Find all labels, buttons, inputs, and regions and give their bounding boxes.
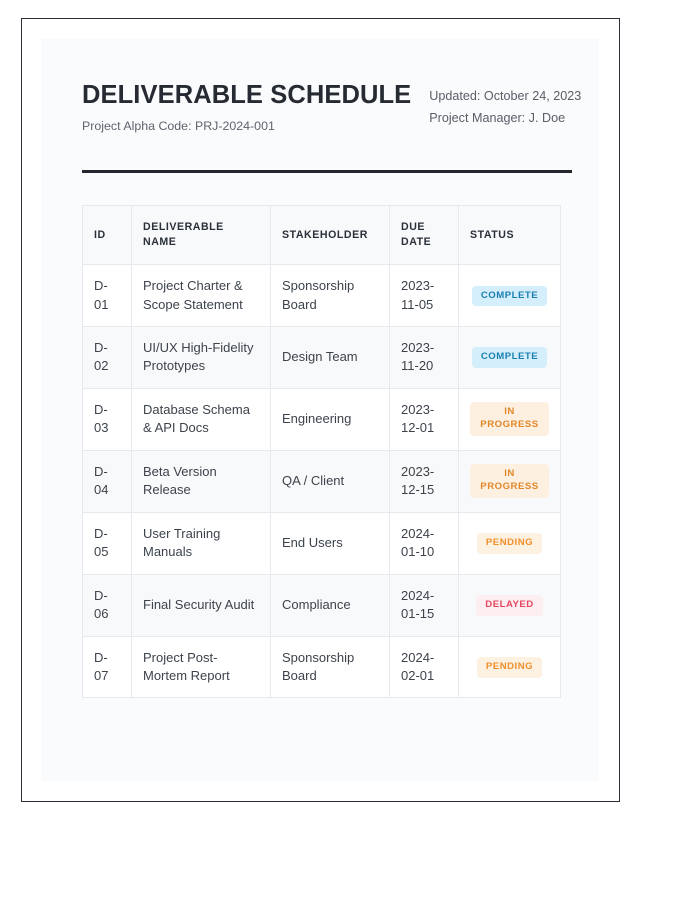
status-badge: PENDING bbox=[477, 657, 542, 678]
status-badge: DELAYED bbox=[476, 595, 542, 616]
cell-deliverable-id: D-06 bbox=[83, 574, 132, 636]
header-title-block bbox=[82, 81, 425, 133]
cell-deliverable-id: D-05 bbox=[83, 512, 132, 574]
cell-status bbox=[459, 636, 561, 698]
cell-due-date: 2024-01-10 bbox=[390, 512, 459, 574]
cell-deliverable-id: D-04 bbox=[83, 450, 132, 512]
column-header-status[interactable]: STATUS bbox=[459, 206, 561, 265]
cell-due-date: 2024-02-01 bbox=[390, 636, 459, 698]
column-header-due-date[interactable]: DUE DATE bbox=[390, 206, 459, 265]
project-code-subtitle: Project Alpha Code: PRJ-2024-001 bbox=[82, 118, 275, 133]
cell-stakeholder: Engineering bbox=[271, 388, 390, 450]
table-body bbox=[83, 265, 561, 698]
cell-deliverable-name: UI/UX High-Fidelity Prototypes bbox=[132, 326, 271, 388]
table-row[interactable] bbox=[83, 388, 561, 450]
table-header-row bbox=[83, 206, 561, 265]
cell-deliverable-name: Project Post-Mortem Report bbox=[132, 636, 271, 698]
cell-deliverable-name: Project Charter & Scope Statement bbox=[132, 265, 271, 327]
cell-due-date: 2023-11-05 bbox=[390, 265, 459, 327]
cell-stakeholder: QA / Client bbox=[271, 450, 390, 512]
header-meta-block bbox=[425, 81, 581, 129]
cell-deliverable-name: Beta Version Release bbox=[132, 450, 271, 512]
cell-deliverable-name: User Training Manuals bbox=[132, 512, 271, 574]
cell-deliverable-id: D-07 bbox=[83, 636, 132, 698]
cell-due-date: 2024-01-15 bbox=[390, 574, 459, 636]
updated-date: Updated: October 24, 2023 bbox=[429, 89, 582, 103]
cell-deliverable-id: D-03 bbox=[83, 388, 132, 450]
document-page-frame bbox=[21, 18, 620, 802]
table-row[interactable] bbox=[83, 574, 561, 636]
cell-status bbox=[459, 326, 561, 388]
cell-due-date: 2023-12-01 bbox=[390, 388, 459, 450]
cell-status bbox=[459, 388, 561, 450]
cell-status bbox=[459, 512, 561, 574]
table-header bbox=[83, 206, 561, 265]
cell-deliverable-name: Final Security Audit bbox=[132, 574, 271, 636]
project-manager: Project Manager: J. Doe bbox=[429, 110, 566, 125]
status-badge: COMPLETE bbox=[472, 286, 547, 307]
column-header-stakeholder[interactable]: STAKEHOLDER bbox=[271, 206, 390, 265]
table-row[interactable] bbox=[83, 326, 561, 388]
column-header-name[interactable]: DELIVERABLE NAME bbox=[132, 206, 271, 265]
page-title: DELIVERABLE SCHEDULE bbox=[82, 81, 412, 109]
column-header-id[interactable]: ID bbox=[83, 206, 132, 265]
cell-deliverable-id: D-01 bbox=[83, 265, 132, 327]
cell-due-date: 2023-11-20 bbox=[390, 326, 459, 388]
cell-stakeholder: Sponsorship Board bbox=[271, 636, 390, 698]
document-header bbox=[82, 81, 582, 133]
status-badge: PENDING bbox=[477, 533, 542, 554]
table-row[interactable] bbox=[83, 512, 561, 574]
cell-due-date: 2023-12-15 bbox=[390, 450, 459, 512]
cell-deliverable-name: Database Schema & API Docs bbox=[132, 388, 271, 450]
cell-stakeholder: Design Team bbox=[271, 326, 390, 388]
table-row[interactable] bbox=[83, 636, 561, 698]
deliverable-schedule-table bbox=[82, 205, 561, 698]
status-badge: COMPLETE bbox=[472, 347, 547, 368]
header-divider-rule bbox=[82, 170, 572, 173]
cell-status bbox=[459, 574, 561, 636]
cell-status bbox=[459, 265, 561, 327]
document-panel bbox=[41, 39, 599, 781]
cell-stakeholder: Sponsorship Board bbox=[271, 265, 390, 327]
cell-status bbox=[459, 450, 561, 512]
status-badge: IN PROGRESS bbox=[470, 464, 549, 498]
table-row[interactable] bbox=[83, 450, 561, 512]
cell-stakeholder: Compliance bbox=[271, 574, 390, 636]
status-badge: IN PROGRESS bbox=[470, 402, 549, 436]
table-row[interactable] bbox=[83, 265, 561, 327]
cell-stakeholder: End Users bbox=[271, 512, 390, 574]
cell-deliverable-id: D-02 bbox=[83, 326, 132, 388]
